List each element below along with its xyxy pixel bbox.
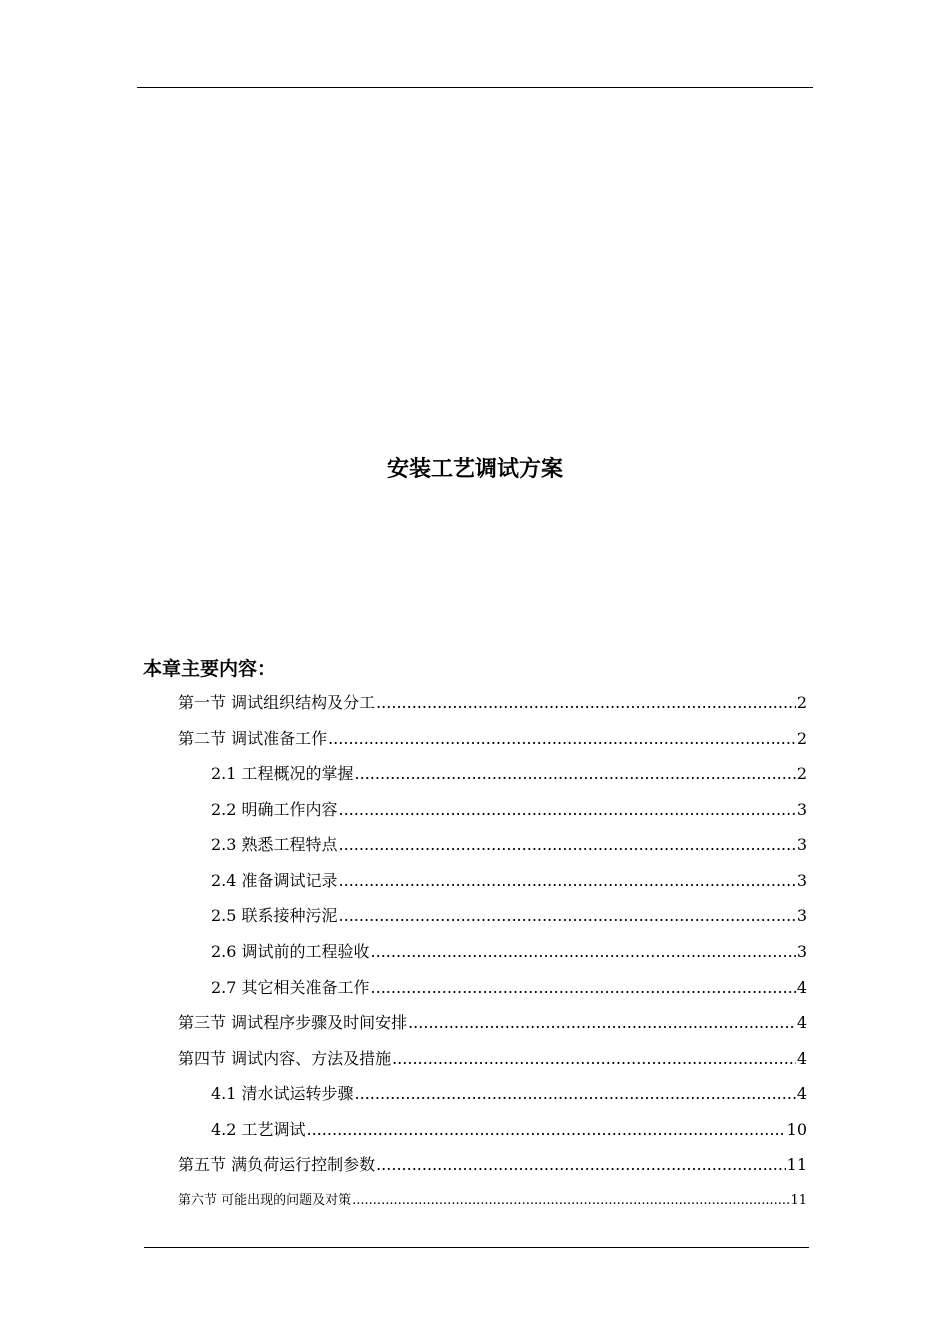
toc-entry[interactable] bbox=[211, 1079, 807, 1109]
toc-leader-dots bbox=[355, 759, 796, 789]
toc-entry[interactable] bbox=[211, 937, 807, 967]
toc-heading: 本章主要内容： bbox=[143, 658, 277, 680]
toc-entry[interactable] bbox=[211, 973, 807, 1003]
footer-rule bbox=[144, 1247, 809, 1248]
toc-entry-label[interactable]: 2.4 准备调试记录 bbox=[211, 871, 338, 890]
toc-entry-label[interactable]: 4.2 工艺调试 bbox=[211, 1120, 306, 1139]
document-title: 安装工艺调试方案 bbox=[386, 457, 563, 482]
toc-leader-dots bbox=[339, 830, 796, 860]
toc-page-number: 2 bbox=[796, 729, 807, 748]
toc-page-number: 3 bbox=[796, 871, 807, 890]
toc-page-number: 11 bbox=[790, 1193, 807, 1208]
toc-entry-label[interactable]: 第六节 可能出现的问题及对策 bbox=[178, 1193, 352, 1208]
toc-entry[interactable] bbox=[178, 1008, 807, 1038]
toc-entry[interactable] bbox=[178, 688, 807, 718]
toc-page-number: 3 bbox=[796, 942, 807, 961]
toc-page-number: 4 bbox=[796, 1049, 807, 1068]
toc-entry[interactable] bbox=[211, 1115, 807, 1145]
toc-entry-label[interactable]: 2.1 工程概况的掌握 bbox=[211, 764, 354, 783]
toc-entry-label[interactable]: 2.5 联系接种污泥 bbox=[211, 906, 338, 925]
toc-entry-label[interactable]: 4.1 清水试运转步骤 bbox=[211, 1084, 354, 1103]
toc-leader-dots bbox=[355, 1079, 796, 1109]
toc-page-number: 2 bbox=[796, 693, 807, 712]
toc-page-number: 4 bbox=[796, 1013, 807, 1032]
toc-leader-dots bbox=[339, 901, 796, 931]
toc-entry[interactable] bbox=[178, 1150, 807, 1180]
toc-entry[interactable] bbox=[178, 1186, 807, 1216]
toc-entry[interactable] bbox=[211, 866, 807, 896]
toc-page-number: 3 bbox=[796, 800, 807, 819]
toc-entry-label[interactable]: 2.6 调试前的工程验收 bbox=[211, 942, 370, 961]
toc-entry[interactable] bbox=[178, 724, 807, 754]
toc-entry-label[interactable]: 第二节 调试准备工作 bbox=[178, 729, 328, 748]
toc-entry-label[interactable]: 2.2 明确工作内容 bbox=[211, 800, 338, 819]
toc-entry[interactable] bbox=[211, 759, 807, 789]
toc-page-number: 11 bbox=[786, 1155, 807, 1174]
toc-entry-label[interactable]: 第三节 调试程序步骤及时间安排 bbox=[178, 1013, 408, 1032]
toc-page-number: 4 bbox=[796, 978, 807, 997]
toc-leader-dots bbox=[392, 1044, 796, 1074]
toc-entry[interactable] bbox=[211, 830, 807, 860]
toc-page-number: 3 bbox=[796, 906, 807, 925]
toc-entry-label[interactable]: 第四节 调试内容、方法及措施 bbox=[178, 1049, 392, 1068]
toc-page-number: 10 bbox=[786, 1120, 807, 1139]
toc-leader-dots bbox=[371, 973, 796, 1003]
toc-leader-dots bbox=[339, 795, 796, 825]
toc-leader-dots bbox=[307, 1115, 786, 1145]
toc-entry-label[interactable]: 2.3 熟悉工程特点 bbox=[211, 835, 338, 854]
toc-leader-dots bbox=[328, 724, 796, 754]
toc-leader-dots bbox=[352, 1186, 789, 1216]
toc-leader-dots bbox=[408, 1008, 796, 1038]
toc-page-number: 4 bbox=[796, 1084, 807, 1103]
toc-entry-label[interactable]: 第五节 满负荷运行控制参数 bbox=[178, 1155, 376, 1174]
toc-leader-dots bbox=[371, 937, 796, 967]
toc-entry-label[interactable]: 第一节 调试组织结构及分工 bbox=[178, 693, 376, 712]
toc-page-number: 3 bbox=[796, 835, 807, 854]
toc-leader-dots bbox=[376, 1150, 786, 1180]
toc-entry[interactable] bbox=[211, 795, 807, 825]
toc-entry[interactable] bbox=[211, 901, 807, 931]
header-rule bbox=[137, 87, 813, 88]
toc-page-number: 2 bbox=[796, 764, 807, 783]
toc-entry-label[interactable]: 2.7 其它相关准备工作 bbox=[211, 978, 370, 997]
toc-entry[interactable] bbox=[178, 1044, 807, 1074]
toc-leader-dots bbox=[339, 866, 796, 896]
toc-leader-dots bbox=[376, 688, 796, 718]
